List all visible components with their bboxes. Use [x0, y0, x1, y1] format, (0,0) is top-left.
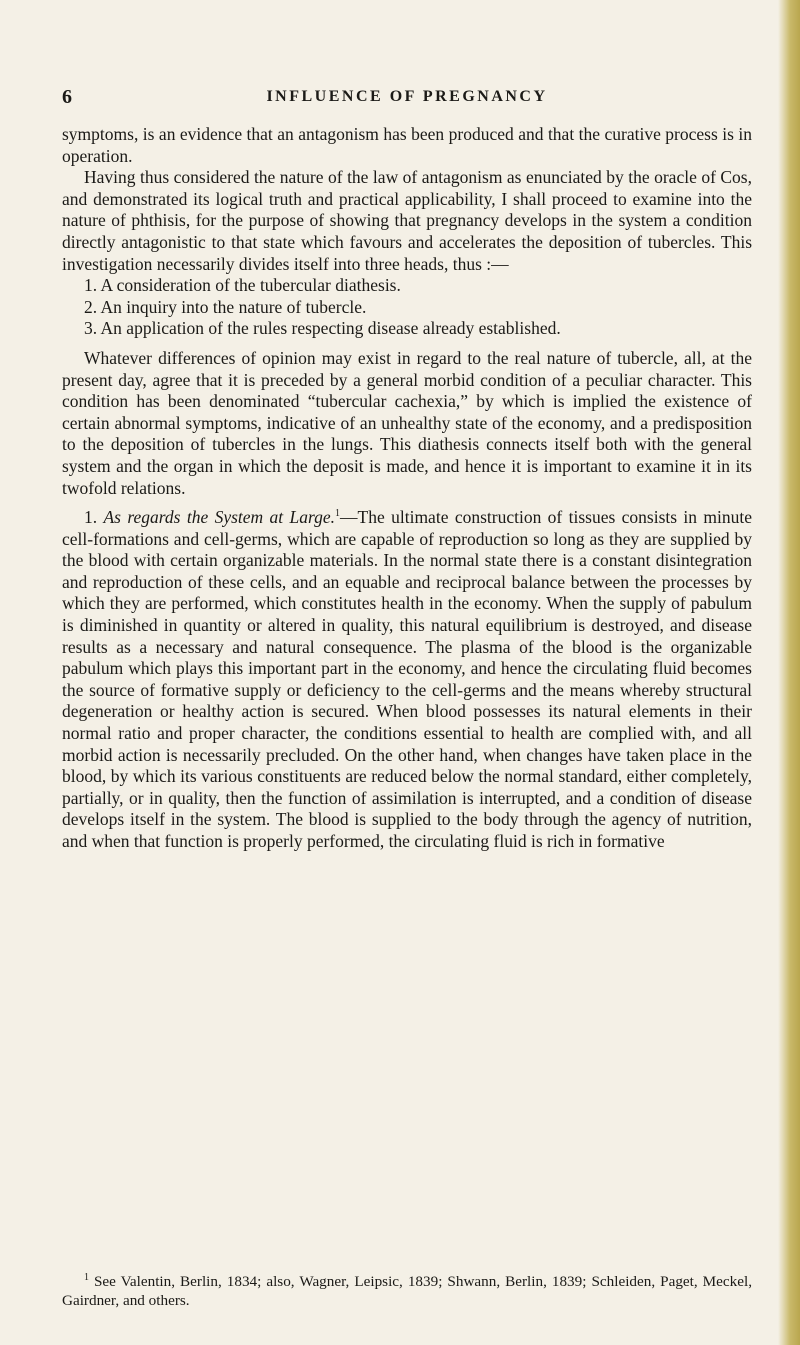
footnote-reference: 1 [335, 508, 341, 520]
paragraph-4 [62, 507, 752, 853]
footnotes [62, 1272, 752, 1310]
paragraph-3: Whatever differences of opinion may exist in regard to the real nature of tubercle, all, at the present day, agree that it is preceded by a general morbid condition of a peculiar character. This condition has been denominated “tubercular cachexia,” by which is implied the existence of certain abnormal symptoms, indicative of an unhealthy state of the economy, and a predisposition to the deposition of tubercles in the lungs. This diathesis connects itself both with the general system and the organ in which the deposit is made, and hence it is important to examine it in its twofold relations. [62, 347, 752, 498]
section-number: 1. [84, 507, 98, 528]
body-text [62, 124, 752, 853]
paragraph-4-text: —The ultimate construction of tissues consists in minute cell-formations and cell-germs, which are capable of reproduction so long as they are supplied by the blood with certain organizable materials. In the normal state there is a constant disintegration and reproduction of these cells, and an equable and reciprocal balance between the processes by which they are performed, which constitutes health in the economy. When the supply of pabulum is diminished in quantity or altered in quality, this natural equilibrium is destroyed, and disease results as a necessary and natural consequence. The plasma of the blood is the organizable pabulum which plays this important part in the economy, and hence the circulating fluid becomes the source of formative supply or deficiency to the cell-germs and the means whereby structural degeneration or healthy action is secured. When blood possesses its natural elements in their normal ratio and proper character, the conditions essential to health are complied with, and all morbid action is necessarily precluded. On the other hand, when changes have taken place in the blood, by which its various constituents are reduced below the normal standard, either completely, partially, or in quality, then the function of assimilation is interrupted, and a condition of disease develops itself in the system. The blood is supplied to the body through the agency of nutrition, and when that function is properly performed, the circulating fluid is rich in formative [62, 507, 752, 851]
footnote-text: See Valentin, Berlin, 1834; also, Wagner, Leipsic, 1839; Shwann, Berlin, 1839; Schleiden, Paget, Meckel, Gairdner, and others. [62, 1273, 752, 1309]
list-item-3: 3. An application of the rules respecting disease already established. [84, 318, 561, 339]
section-heading: As regards the System at Large. [103, 507, 336, 528]
page-number: 6 [62, 86, 72, 108]
list-item-1: 1. A consideration of the tubercular diathesis. [84, 275, 401, 296]
footnote-mark: 1 [84, 1271, 89, 1283]
footnote-1 [62, 1272, 752, 1310]
page-edge-shading [778, 0, 800, 1345]
list-item-2: 2. An inquiry into the nature of tubercle. [84, 296, 367, 317]
paragraph-2: Having thus considered the nature of the law of antagonism as enunciated by the oracle of Cos, and demonstrated its logical truth and practical applicability, I shall proceed to examine into the nature of phthisis, for the purpose of showing that pregnancy develops in the system a condition directly antagonistic to that state which favours and accelerates the deposition of tubercles. This investigation necessarily divides itself into three heads, thus :— [62, 167, 752, 274]
paragraph-1: symptoms, is an evidence that an antagonism has been produced and that the curative process is in operation. [62, 124, 752, 166]
running-head: INFLUENCE OF PREGNANCY [266, 88, 548, 105]
page-header [62, 86, 752, 110]
